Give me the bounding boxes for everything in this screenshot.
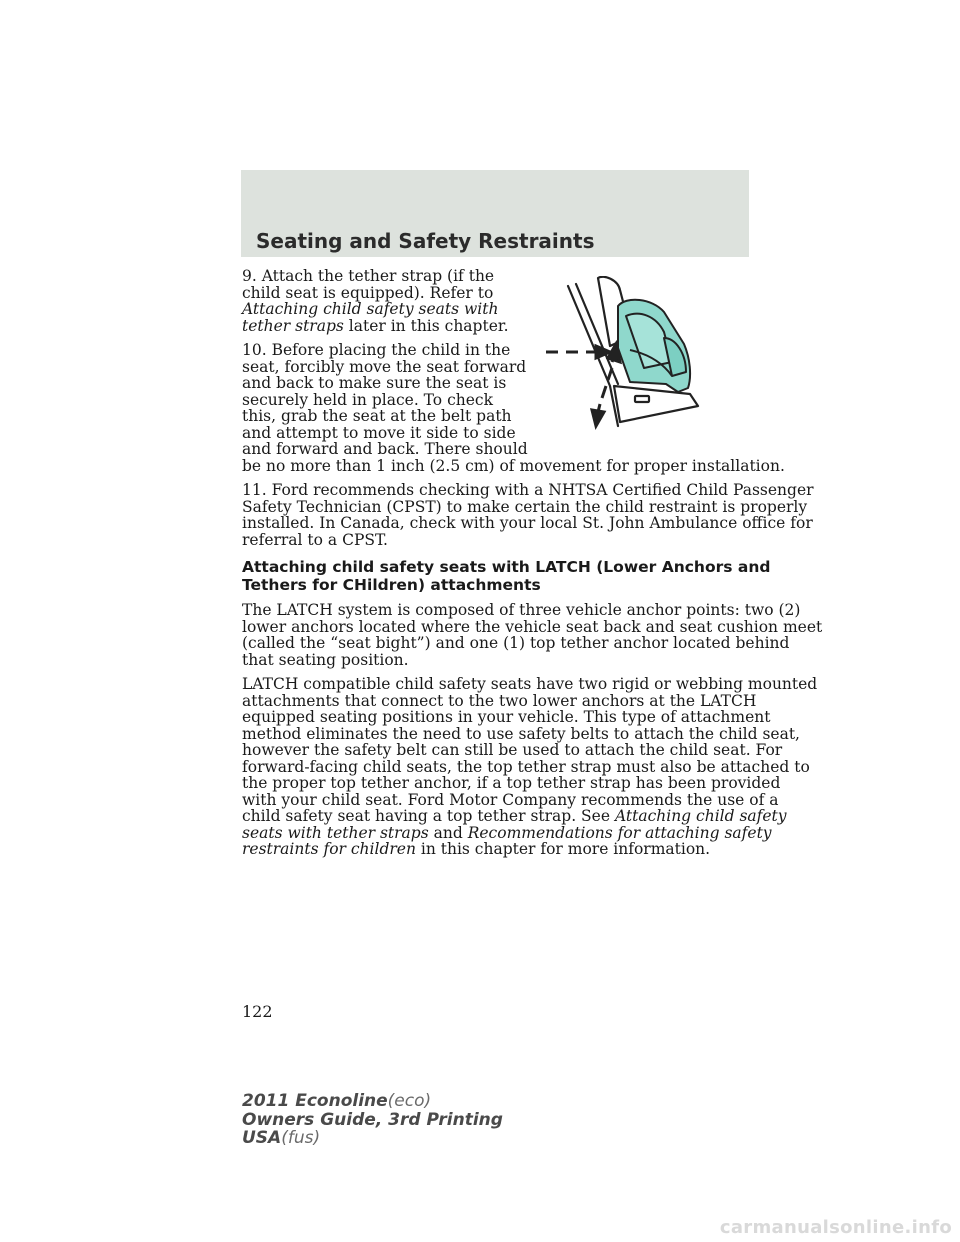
text-line: this, grab the seat at the belt path [242, 407, 512, 425]
text-line [242, 318, 822, 335]
cross-reference: Recommendations for attaching safety [467, 823, 772, 842]
text-line [242, 301, 822, 318]
text-line: with your child seat. Ford Motor Company recommends the use of a [242, 790, 779, 809]
text-line: referral to a CPST. [242, 530, 388, 549]
text-line: 9. Attach the tether strap (if the [242, 267, 495, 285]
step-9 [242, 268, 822, 334]
section-heading: Tethers for CHildren) attachments [242, 576, 541, 594]
text-line: that seating position. [242, 650, 409, 669]
latch-section [242, 558, 822, 858]
text-line: and attempt to move it side to side [242, 423, 516, 442]
text-line: 10. Before placing the child in the [242, 341, 511, 359]
text-line: equipped seating positions in your vehicle. This type of attachment [242, 708, 771, 726]
text-line: securely held in place. To check [242, 390, 493, 409]
footer-guide: Owners Guide, 3rd Printing [242, 1109, 503, 1130]
latch-paragraph-1 [242, 602, 822, 668]
footer-guide-line [242, 1111, 503, 1130]
cross-reference: restraints for children [242, 840, 416, 858]
text-fragment: in this chapter for more information. [420, 840, 711, 858]
footer-model-line [242, 1092, 503, 1111]
footer-market-code: (fus) [281, 1128, 321, 1148]
text-line [242, 841, 822, 858]
text-line: The LATCH system is composed of three vehicle anchor points: two (2) [242, 601, 801, 619]
section-heading: Attaching child safety seats with LATCH (Lower Anchors and [242, 558, 771, 576]
text-fragment: later in this chapter. [348, 316, 509, 335]
text-line: LATCH compatible child safety seats have two rigid or webbing mounted [242, 675, 818, 693]
text-line: and back to make sure the seat is [242, 374, 507, 392]
cross-reference: Attaching child safety seats with [242, 300, 499, 318]
footer-model: 2011 Econoline [242, 1091, 388, 1111]
footer-market-line [242, 1129, 503, 1148]
text-line: child seat is equipped). Refer to [242, 283, 494, 302]
text-line: seat, forcibly move the seat forward [242, 357, 527, 376]
footer-model-code: (eco) [387, 1091, 432, 1111]
text-line: be no more than 1 inch (2.5 cm) of movement for proper installation. [242, 456, 785, 475]
document-footer [242, 1092, 503, 1148]
text-line: however the safety belt can still be used to attach the child seat. For [242, 741, 783, 759]
latch-paragraph-2 [242, 676, 822, 858]
step-10 [242, 342, 822, 474]
text-line: attachments that connect to the two lower anchors at the LATCH [242, 691, 757, 710]
cross-reference: Attaching child safety [614, 807, 787, 825]
cross-reference: seats with tether straps [242, 823, 429, 842]
text-line: Safety Technician (CPST) to make certain the child restraint is properly [242, 497, 808, 516]
step-11 [242, 482, 822, 548]
section-title: Seating and Safety Restraints [256, 229, 595, 253]
text-line: method eliminates the need to use safety belts to attach the child seat, [242, 724, 800, 743]
text-fragment: child safety seat having a top tether strap. See [242, 807, 611, 825]
text-line: (called the “seat bight”) and one (1) top tether anchor located behind [242, 634, 790, 652]
text-line: the proper top tether anchor, if a top tether strap has been provided [242, 774, 781, 792]
text-line: installed. In Canada, check with your local St. John Ambulance office for [242, 514, 813, 532]
text-line: forward-facing child seats, the top tether strap must also be attached to [242, 757, 810, 776]
text-line [242, 825, 822, 842]
text-line: 11. Ford recommends checking with a NHTSA Certified Child Passenger [242, 481, 814, 499]
page-number: 122 [242, 1002, 273, 1021]
footer-market: USA [242, 1128, 282, 1148]
watermark: carmanualsonline.info [719, 1217, 952, 1238]
procedure-steps [242, 268, 822, 858]
text-line: lower anchors located where the vehicle seat back and seat cushion meet [242, 617, 823, 636]
cross-reference: tether straps [242, 316, 344, 335]
text-fragment: and [433, 823, 463, 842]
text-line: and forward and back. There should [242, 440, 528, 458]
text-line [242, 808, 822, 825]
